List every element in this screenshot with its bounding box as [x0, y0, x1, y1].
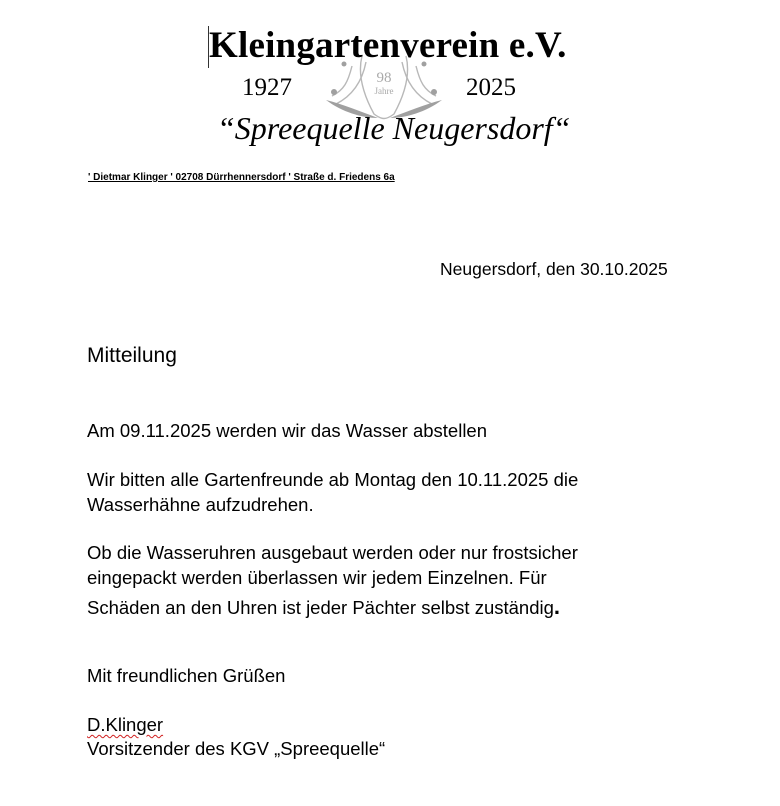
letter-heading: Mitteilung [87, 344, 177, 367]
year-founded: 1927 [242, 74, 292, 101]
year-current: 2025 [466, 74, 516, 101]
signature-name [87, 712, 163, 737]
club-subtitle: “Spreequelle Neugersdorf“ [217, 110, 571, 146]
place-and-date: Neugersdorf, den 30.10.2025 [440, 259, 668, 279]
paragraph-line: Wasserhähne aufzudrehen. [87, 494, 314, 515]
paragraph-line: Wir bitten alle Gartenfreunde ab Montag den 10.11.2025 die [87, 469, 579, 490]
emblem-label: Jahre [374, 86, 394, 96]
paragraph-end-period: . [553, 594, 561, 619]
closing-greeting: Mit freundlichen Grüßen [87, 665, 286, 686]
paragraph-line: Ob die Wasseruhren ausgebaut werden oder nur frostsicher [87, 542, 578, 563]
paragraph-open-taps [87, 467, 578, 517]
club-title: Kleingartenverein e.V. [209, 25, 567, 66]
signature-role: Vorsitzender des KGV „Spreequelle“ [87, 738, 386, 759]
sender-address-line: ' Dietmar Klinger ' 02708 Dürrhennersdorf ' Straße d. Friedens 6a [88, 172, 395, 183]
paragraph-water-shutoff: Am 09.11.2025 werden wir das Wasser abstellen [87, 420, 488, 441]
spellcheck-flagged-word[interactable]: D.Klinger [87, 714, 164, 735]
emblem-number: 98 [376, 70, 392, 86]
paragraph-line-text: Schäden an den Uhren ist jeder Pächter selbst zuständig [87, 597, 554, 618]
paragraph-water-meters [87, 540, 578, 620]
paragraph-line: eingepackt werden überlassen wir jedem Einzelnen. Für [87, 567, 547, 588]
paragraph-line [87, 594, 578, 620]
